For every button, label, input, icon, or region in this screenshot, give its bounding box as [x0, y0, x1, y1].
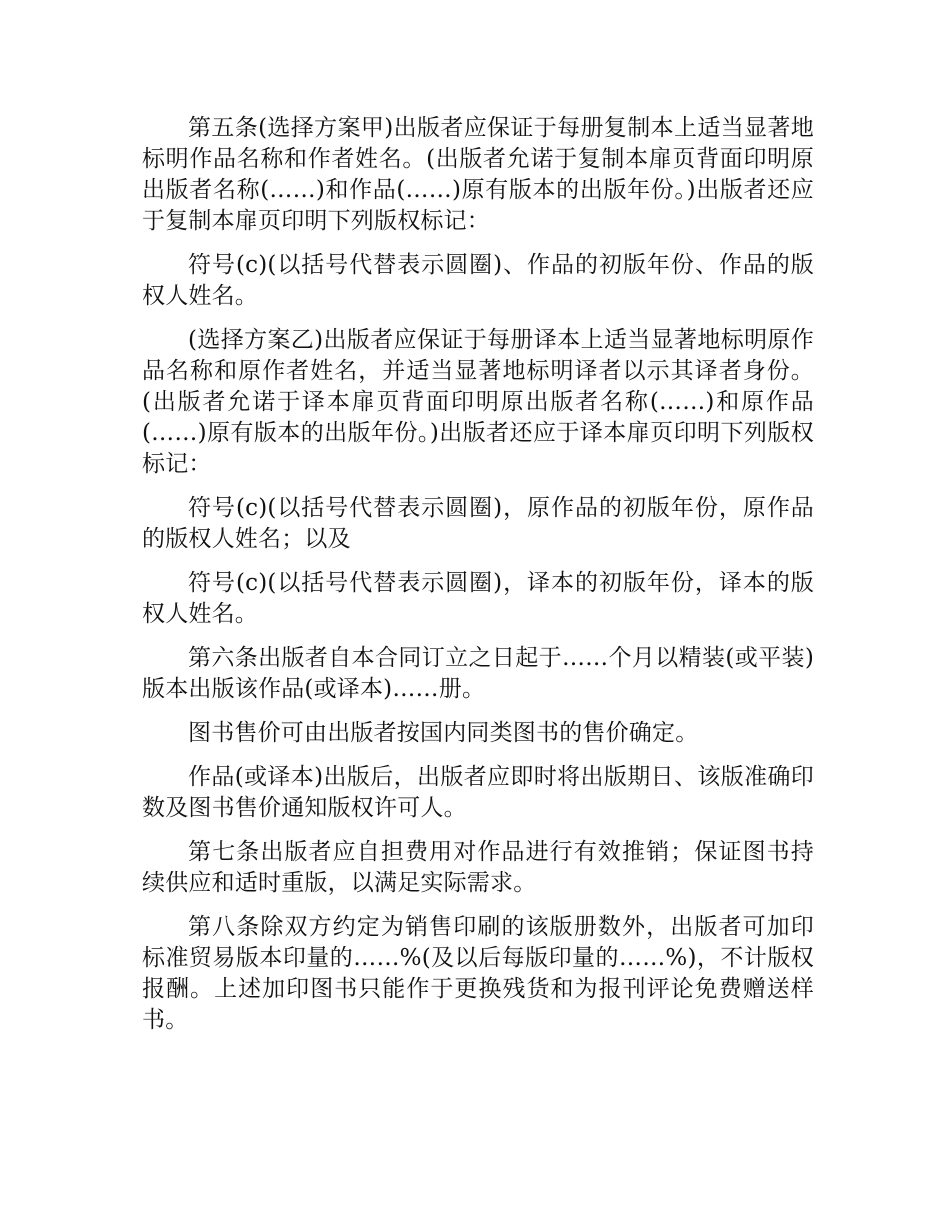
paragraph-article8: 第八条除双方约定为销售印刷的该版册数外，出版者可加印标准贸易版本印量的……%(及以后每版印量的……%)，不计版权报酬。上述加印图书只能作于更换残货和为报刊评论免费赠送样书。 [142, 914, 814, 1033]
paragraph-copyright-mark-a: 符号(c)(以括号代替表示圆圈)、作品的初版年份、作品的版权人姓名。 [142, 252, 814, 309]
document-body [142, 113, 814, 1049]
paragraph-article6: 第六条出版者自本合同订立之日起于……个月以精装(或平装)版本出版该作品(或译本)……册。 [142, 645, 814, 702]
paragraph-copyright-mark-translation: 符号(c)(以括号代替表示圆圈)，译本的初版年份，译本的版权人姓名。 [142, 570, 814, 627]
paragraph-article7: 第七条出版者应自担费用对作品进行有效推销；保证图书持续供应和适时重版，以满足实际需求。 [142, 839, 814, 896]
paragraph-publication-notice: 作品(或译本)出版后，出版者应即时将出版期日、该版准确印数及图书售价通知版权许可人。 [142, 764, 814, 821]
paragraph-article5-option-b: (选择方案乙)出版者应保证于每册译本上适当显著地标明原作品名称和原作者姓名，并适当显著地标明译者以示其译者身份。(出版者允诺于译本扉页背面印明原出版者名称(……)和原作品(……)原有版本的出版年份。)出版者还应于译本扉页印明下列版权标记： [142, 327, 814, 477]
paragraph-copyright-mark-original: 符号(c)(以括号代替表示圆圈)，原作品的初版年份，原作品的版权人姓名；以及 [142, 495, 814, 552]
paragraph-article5-option-a: 第五条(选择方案甲)出版者应保证于每册复制本上适当显著地标明作品名称和作者姓名。(出版者允诺于复制本扉页背面印明原出版者名称(……)和作品(……)原有版本的出版年份。)出版者还应于复制本扉页印明下列版权标记： [142, 115, 814, 234]
paragraph-book-price: 图书售价可由出版者按国内同类图书的售价确定。 [188, 720, 699, 746]
